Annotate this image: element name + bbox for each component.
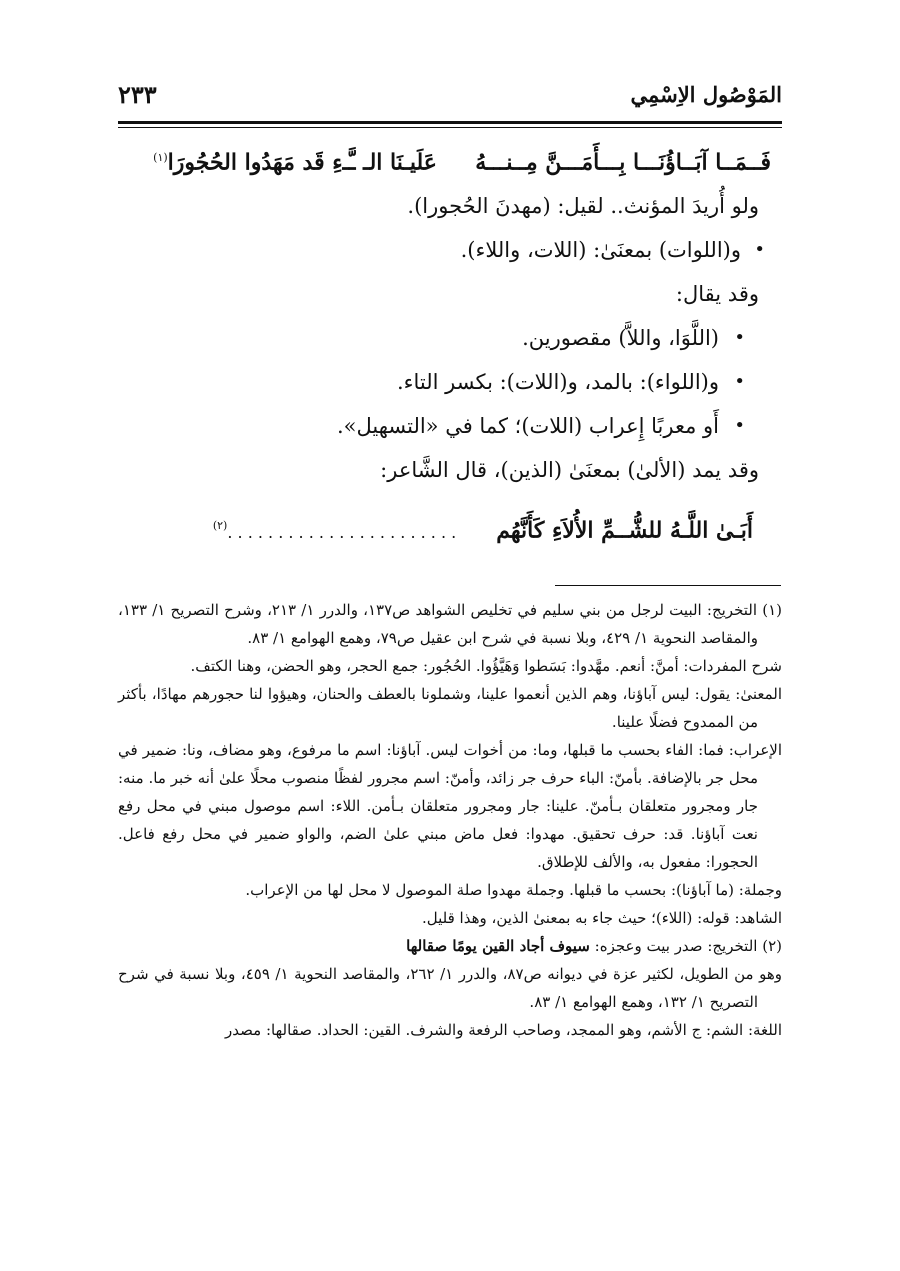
- header-rule-thick: [118, 121, 782, 124]
- paragraph-feminine: ولو أُريدَ المؤنث.. لقيل: (مهدنَ الحُجورا).: [407, 194, 759, 219]
- page-header: [118, 80, 782, 116]
- footnote-separator: [555, 585, 781, 586]
- paragraph-yamud: وقد يمد (الألىٰ) بمعنَىٰ (الذين)، قال الشَّاعر:: [380, 458, 759, 483]
- footnote-irab: الإعراب: فما: الفاء بحسب ما قبلها، وما: من أخوات ليس. آباؤنا: اسم ما مرفوع، وهو مضاف، ونا: ضمير في محل جر بالإضافة. بأمنّ: الباء حرف جر زائد، وأمنّ: اسم مجرور لفظًا منصوب محلًا علىٰ أنه خبر ما. منه: جار ومجرور متعلقان بـأمنّ. علينا: جار ومجرور متعلقان بـأمن. اللاء: اسم موصول مبني في محل رفع نعت آباؤنا. قد: حرف تحقيق. مهدوا: فعل ماض مبني علىٰ الضم، والواو ضمير في محل رفع فاعل. الحجورا: مفعول به، والألف للإطلاق.: [118, 741, 782, 871]
- footnote-2-verse-ending: سيوف أجاد القين يومًا صقالها: [406, 937, 590, 955]
- verse-1-first-hemistich: فَــمَــا آبَــاؤُنَـــا بِـــأَمَـــنَّ مِــنـــهُ: [475, 149, 771, 176]
- footnote-lugha: اللغة: الشم: ج الأشم، وهو الممجد، وصاحب الرفعة والشرف. القين: الحداد. صقالها: مصدر: [225, 1021, 782, 1039]
- bullet-list-lawat: [165, 228, 785, 272]
- bullet-item: • و(اللوات) بمعنَىٰ: (اللات، واللاء).: [165, 228, 785, 272]
- footnote-2-intro: (٢) التخريج: صدر بيت وعجزه:: [589, 937, 782, 955]
- footnote-marker-1: (١): [153, 151, 168, 164]
- bullet-item: • و(اللواء): بالمد، و(اللات): بكسر التاء.: [165, 360, 785, 404]
- footnote-sharh-mufradat: شرح المفردات: أمنَّ: أنعم. مهَّدوا: بَسَطوا وَهَيَّؤُوا. الحُجُور: جمع الحجر، وهو الحضن، وهنا الكتف.: [190, 657, 782, 675]
- verse-2-ellipsis: . . . . . . . . . . . . . . . . . . . . . . .: [227, 522, 457, 542]
- footnote-2-source: وهو من الطويل، لكثير عزة في ديوانه ص٨٧، والدرر ١/ ٢٦٢، والمقاصد النحوية ١/ ٤٥٩، وبلا نسبة في شرح التصريح ١/ ١٣٢، وهمع الهوامع ١/ ٨٣.: [118, 965, 783, 1011]
- footnote-1-takhrij: (١) التخريج: البيت لرجل من بني سليم في تخليص الشواهد ص١٣٧، والدرر ١/ ٢١٣، وشرح التصريح ١/ ١٣٣، والمقاصد النحوية ١/ ٤٢٩، وبلا نسبة في شرح ابن عقيل ص٧٩، وهمع الهوامع ١/ ٨٣.: [118, 601, 782, 647]
- verse-line-1: [153, 136, 785, 184]
- footnote-jumla: وجملة: (ما آباؤنا): بحسب ما قبلها. وجملة مهدوا صلة الموصول لا محل لها من الإعراب.: [245, 881, 782, 899]
- bullet-item: • (اللَّوَا، واللاَّ) مقصورين.: [165, 316, 785, 360]
- bullet-item: • أَو معربًا إِعراب (اللات)؛ كما في «التسهيل».: [165, 404, 785, 448]
- verse-line-2: [165, 504, 785, 554]
- footnotes: [118, 596, 782, 1044]
- verse-1-second-hemistich: عَلَيـنَا الـ ـَّـءِ قَد مَهَدُوا الحُجُورَا: [167, 149, 437, 176]
- footnote-2-takhrij: [118, 932, 782, 960]
- verse-2-hemistich: أَبَـىٰ اللَّـهُ للشُّــمِّ الأُلاَءِ كَأَنَّهُم: [496, 517, 753, 544]
- footnote-shahid: الشاهد: قوله: (اللاء)؛ حيث جاء به بمعنىٰ الذين، وهذا قليل.: [421, 909, 782, 927]
- bullet-list-variants: [165, 316, 785, 448]
- header-rule-thin: [118, 127, 782, 128]
- footnote-mana: المعنىٰ: يقول: ليس آباؤنا، وهم الذين أنعموا علينا، وشملونا بالعطف والحنان، وهيؤوا لنا حجورهم مهادًا، بأكثر من الممدوح فضلًا علينا.: [118, 685, 782, 731]
- paragraph-yuqal: وقد يقال:: [675, 282, 759, 307]
- page-title: المَوْصُول الاِسْمِي: [630, 82, 782, 107]
- main-text: [153, 136, 785, 555]
- page-number: ٢٣٣: [118, 80, 157, 109]
- footnote-marker-2: (٢): [212, 519, 228, 533]
